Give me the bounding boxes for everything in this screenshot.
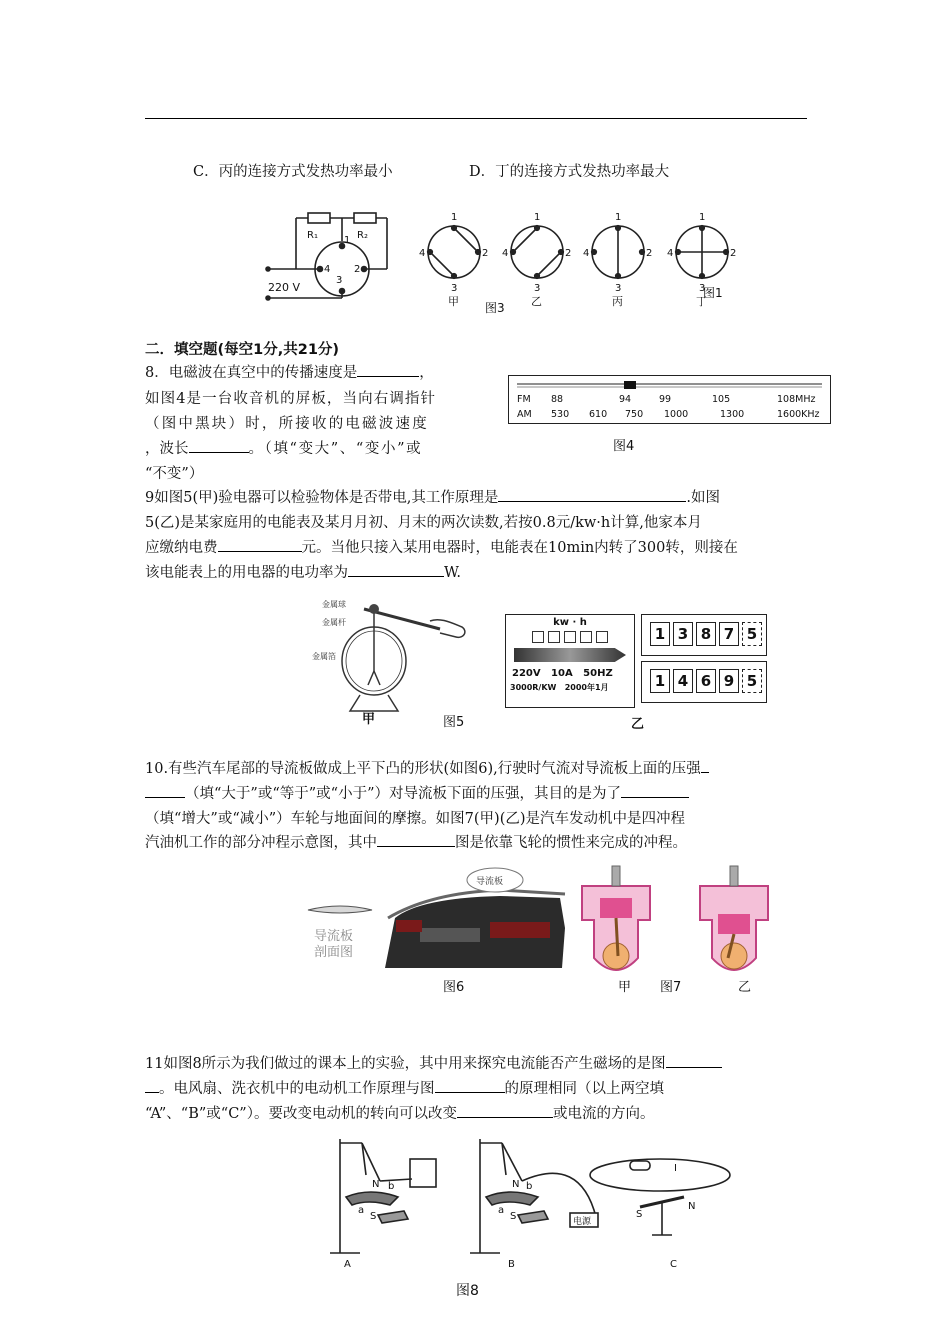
q9-line-1: 9如图5(甲)验电器可以检验物体是否带电,其工作原理是 .如图	[145, 485, 720, 511]
meter-dial-boxes	[506, 631, 634, 643]
svg-text:750: 750	[625, 409, 644, 420]
blank[interactable]	[218, 537, 302, 552]
meter-reading-start: 1 3 8 7 5	[641, 614, 767, 656]
figure-8-label-c: C	[670, 1259, 677, 1270]
label-ding: 丁	[696, 295, 707, 308]
figure-5-electroscope	[300, 593, 480, 728]
svg-text:2: 2	[354, 264, 361, 275]
blank[interactable]	[145, 1078, 159, 1093]
r1-label: R₁	[307, 230, 318, 241]
meter-reading-end: 1 4 6 9 5	[641, 661, 767, 703]
svg-text:4: 4	[502, 248, 509, 259]
q11-line-2: 。电风扇、洗衣机中的电动机工作原理与图 的原理相同（以上两空填	[145, 1076, 664, 1102]
electric-meter	[505, 614, 635, 708]
q8-line-4: ，波长 。（填“变大”、“变小”或	[145, 436, 422, 462]
svg-text:I: I	[674, 1163, 677, 1174]
svg-text:a: a	[358, 1205, 365, 1216]
svg-text:AM: AM	[517, 409, 532, 420]
q9-line-2: 5(乙)是某家庭用的电能表及某月月初、月末的两次读数,若按0.8元/kw·h计算,他家本月	[145, 515, 702, 531]
svg-text:3: 3	[451, 283, 458, 294]
label-bing: 丙	[612, 295, 623, 308]
figure-6-7	[300, 858, 805, 1008]
meter-unit: kw · h	[553, 617, 587, 628]
svg-text:FM: FM	[517, 394, 531, 405]
figure-8	[300, 1135, 740, 1273]
figure-5-caption: 图5	[443, 715, 465, 730]
svg-text:1600KHz: 1600KHz	[777, 409, 820, 420]
svg-text:99: 99	[659, 394, 672, 405]
figure-7-caption: 图7	[660, 980, 682, 995]
svg-text:S: S	[510, 1211, 517, 1222]
svg-text:88: 88	[551, 394, 564, 405]
figure-7-jia: 甲	[618, 980, 632, 995]
section-heading: 二．填空题(每空1分,共21分)	[145, 342, 340, 358]
spoiler-bubble: 导流板	[476, 877, 504, 887]
svg-text:108MHz: 108MHz	[777, 394, 816, 405]
svg-text:4: 4	[667, 248, 674, 259]
svg-text:105: 105	[712, 394, 731, 405]
svg-text:3: 3	[699, 283, 706, 294]
svg-text:b: b	[526, 1181, 533, 1192]
q8-line-1: 8．电磁波在真空中的传播速度是 ，	[145, 360, 434, 386]
label-jia: 甲	[448, 295, 459, 308]
q10-line-4: 汽油机工作的部分冲程示意图，其中 图是依靠飞轮的惯性来完成的冲程。	[145, 830, 687, 856]
svg-text:S: S	[370, 1211, 377, 1222]
svg-text:610: 610	[589, 409, 608, 420]
figure-5-jia: 甲	[362, 712, 376, 727]
figure-6-caption: 图6	[443, 980, 465, 995]
svg-text:1: 1	[534, 212, 541, 223]
svg-text:1: 1	[344, 235, 351, 246]
svg-text:1300: 1300	[720, 409, 745, 420]
blank[interactable]	[145, 783, 185, 798]
svg-text:金属杆: 金属杆	[322, 618, 346, 627]
q9-line-4: 该电能表上的用电器的电功率为 W.	[145, 560, 461, 586]
figure-1-tag: 图1	[703, 286, 723, 300]
meter-specs: 220V 10A 50HZ	[512, 668, 613, 679]
option-d: D．丁的连接方式发热功率最大	[469, 164, 670, 180]
svg-text:3: 3	[615, 283, 622, 294]
radio-dial	[508, 375, 831, 424]
power-source-label: 电源	[573, 1217, 592, 1227]
dial-pointer	[624, 381, 636, 389]
blank[interactable]	[498, 487, 686, 502]
svg-text:2: 2	[565, 248, 572, 259]
spoiler-label-1: 导流板	[314, 929, 354, 944]
figure-8-label-a: A	[344, 1259, 351, 1270]
spoiler-label-2: 剖面图	[314, 945, 354, 960]
figure-8-caption: 图8	[456, 1283, 479, 1299]
figure-5-yi: 乙	[631, 717, 645, 732]
svg-text:2: 2	[482, 248, 489, 259]
blank[interactable]	[701, 758, 709, 773]
svg-text:金属箔: 金属箔	[312, 652, 336, 661]
q8-line-2: 如图4是一台收音机的屏板，当向右调指针	[145, 391, 437, 407]
svg-text:3: 3	[336, 275, 343, 286]
svg-text:金属球: 金属球	[322, 600, 346, 609]
q8-line-3: （图中黑块）时，所接收的电磁波速度	[145, 416, 429, 432]
label-yi: 乙	[531, 295, 542, 308]
svg-text:2: 2	[646, 248, 653, 259]
blank[interactable]	[357, 362, 419, 377]
blank[interactable]	[348, 562, 444, 577]
svg-text:4: 4	[419, 248, 426, 259]
blank[interactable]	[377, 832, 455, 847]
svg-text:3: 3	[534, 283, 541, 294]
svg-text:530: 530	[551, 409, 570, 420]
q11-line-1: 11如图8所示为我们做过的课本上的实验，其中用来探究电流能否产生磁场的是图	[145, 1051, 722, 1077]
svg-text:b: b	[388, 1181, 395, 1192]
figure-8-label-b: B	[508, 1259, 515, 1270]
svg-text:4: 4	[324, 264, 331, 275]
svg-text:N: N	[372, 1179, 380, 1190]
voltage-label: 220 V	[268, 281, 301, 294]
svg-text:a: a	[498, 1205, 505, 1216]
header-rule	[145, 118, 807, 119]
svg-text:S: S	[636, 1209, 643, 1220]
q9-line-3: 应缴纳电费 元。当他只接入某用电器时，电能表在10min内转了300转，则接在	[145, 535, 738, 561]
svg-text:94: 94	[619, 394, 632, 405]
svg-text:4: 4	[583, 248, 590, 259]
blank[interactable]	[435, 1078, 505, 1093]
svg-text:N: N	[688, 1201, 696, 1212]
q10-line-1: 10.有些汽车尾部的导流板做成上平下凸的形状(如图6),行驶时气流对导流板上面的压强	[145, 756, 709, 782]
meter-disk-arrow	[514, 648, 626, 662]
svg-text:2: 2	[730, 248, 737, 259]
option-c: C．丙的连接方式发热功率最小	[193, 164, 393, 180]
figure-3-caption: 图3	[485, 301, 505, 315]
q8-line-5: “不变”）	[145, 466, 204, 482]
svg-text:1000: 1000	[664, 409, 689, 420]
figure-7-yi: 乙	[738, 980, 752, 995]
blank[interactable]	[457, 1103, 553, 1118]
r2-label: R₂	[357, 230, 368, 241]
svg-text:N: N	[512, 1179, 520, 1190]
figure-3	[262, 205, 742, 317]
blank[interactable]	[189, 438, 249, 453]
q10-line-2: （填“大于”或“等于”或“小于”）对导流板下面的压强，其目的是为了	[145, 781, 689, 807]
q10-line-3: （填“增大”或“减小”）车轮与地面间的摩擦。如图7(甲)(乙)是汽车发动机中是四冲程	[145, 811, 686, 827]
blank[interactable]	[621, 783, 689, 798]
blank[interactable]	[666, 1053, 722, 1068]
svg-text:1: 1	[699, 212, 706, 223]
q11-line-3: “A”、“B”或“C”）。要改变电动机的转向可以改变 或电流的方向。	[145, 1101, 654, 1127]
svg-text:1: 1	[615, 212, 622, 223]
figure-4-caption: 图4	[613, 439, 635, 454]
meter-specs-2: 3000R/KW 2000年1月	[510, 683, 609, 692]
svg-text:1: 1	[451, 212, 458, 223]
